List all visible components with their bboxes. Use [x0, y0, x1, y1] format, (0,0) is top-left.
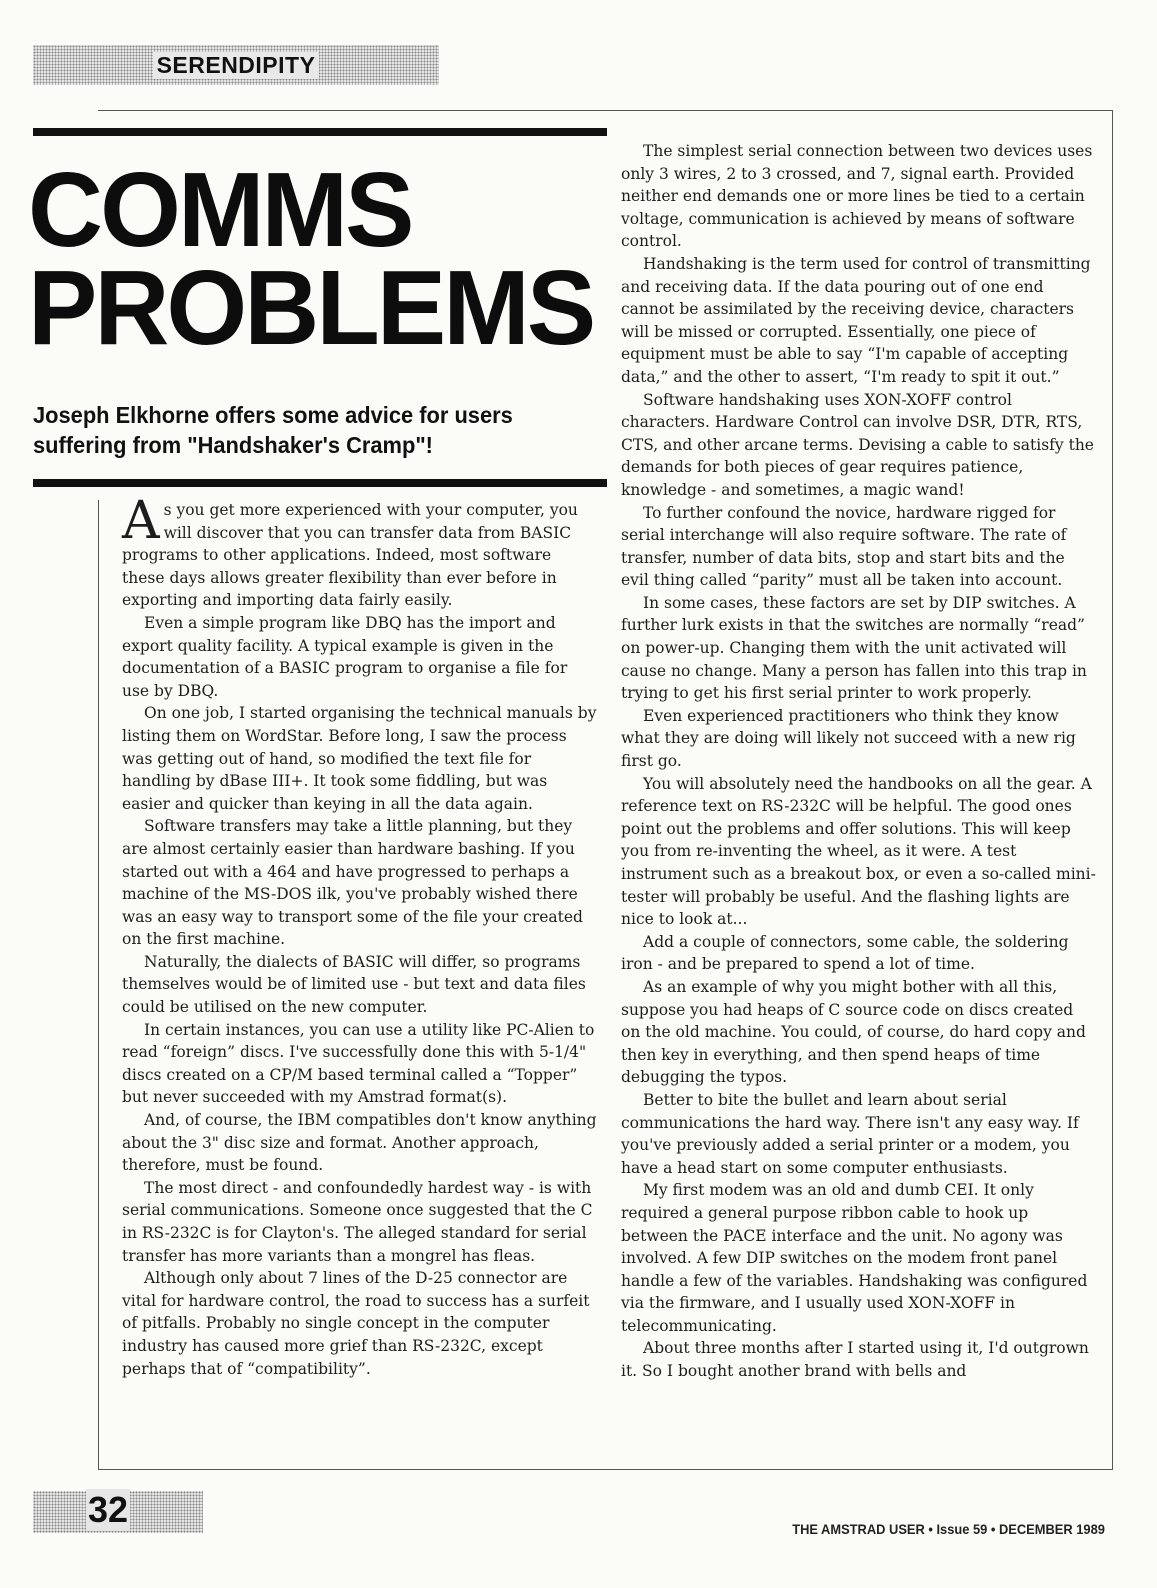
headline-bottom-rule [33, 479, 607, 487]
body-paragraph: In certain instances, you can use a utility like PC-Alien to read “foreign” discs. I've successfully done this with 5-1/4" discs created on a CP/M based terminal called a “Topper” but never succeeded with my Amstrad format(s). [122, 1020, 595, 1107]
body-paragraph: Although only about 7 lines of the D-25 connector are vital for hardware control, the road to success has a surfeit of pitfalls. Probably no single concept in the computer industry has caused more grief than RS-232C, except perhaps that of “compatibility”. [122, 1269, 590, 1378]
frame-left-line [98, 500, 99, 1470]
body-paragraph: Better to bite the bullet and learn about serial communications the hard way. There isn't any easy way. If you've previously added a serial printer or a modem, you have a head start on some computer enthusiasts. [621, 1090, 1079, 1177]
body-paragraph: And, of course, the IBM compatibles don't know anything about the 3" disc size and format. Another approach, therefore, must be found. [122, 1111, 597, 1175]
frame-right-line [1112, 110, 1113, 1470]
body-paragraph: Even a simple program like DBQ has the import and export quality facility. A typical example is given in the documentation of a BASIC program to organise a file for use by DBQ. [122, 613, 568, 700]
body-column-left [122, 491, 597, 1380]
frame-top-line [98, 110, 1113, 111]
body-paragraph: You will absolutely need the handbooks on all the gear. A reference text on RS-232C will be helpful. The good ones point out the problems and offer solutions. This will keep you from re-inventing the wheel, as it were. A test instrument such as a breakout box, or even a so-called mini-tester will probably be useful. And the flashing lights are nice to look at... [621, 774, 1096, 929]
body-paragraph: Naturally, the dialects of BASIC will differ, so programs themselves would be of limited use - but text and data files could be utilised on the new computer. [122, 952, 586, 1017]
page-number: 32 [88, 1489, 129, 1530]
body-paragraph: Add a couple of connectors, some cable, the soldering iron - and be prepared to spend a lot of time. [621, 932, 1069, 974]
body-paragraph: As you get more experienced with your computer, you will discover that you can transfer data from BASIC programs to other applications. Indeed, most software these days allows greater flexibility than ever before in exporting and importing data fairly easily. [122, 491, 578, 610]
headline-line-1: COMMS [28, 151, 412, 269]
article-headline [28, 151, 616, 367]
body-paragraph: About three months after I started using it, I'd outgrown it. So I bought another brand with bells and [621, 1339, 1089, 1381]
headline-line-2: PROBLEMS [28, 248, 594, 367]
body-paragraph: As an example of why you might bother with all this, suppose you had heaps of C source code on discs created on the old machine. You could, of course, do hard copy and then key in everything, and then spend heaps of time debugging the typos. [621, 977, 1086, 1087]
headline-top-rule [33, 128, 607, 136]
section-banner [33, 45, 439, 85]
section-label: SERENDIPITY [153, 52, 320, 79]
body-paragraph: The most direct - and confoundedly hardest way - is with serial communications. Someone once suggested that the C in RS-232C is for Clayton's. The alleged standard for serial transfer has more variants than a mongrel has fleas. [122, 1178, 593, 1265]
footer-publication: THE AMSTRAD USER • Issue 59 • DECEMBER 1989 [792, 1521, 1105, 1537]
body-paragraph: In some cases, these factors are set by DIP switches. A further lurk exists in that the switches are normally “read” on power-up. Changing them with the unit activated will cause no change. Many a person has fallen into this trap in trying to get his first serial printer to work properly. [621, 593, 1087, 703]
body-paragraph: To further confound the novice, hardware rigged for serial interchange will also require software. The rate of transfer, number of data bits, stop and start bits and the evil thing called “parity” must all be taken into account. [621, 503, 1067, 590]
body-paragraph: The simplest serial connection between two devices uses only 3 wires, 2 to 3 crossed, and 7, signal earth. Provided neither end demands one or more lines be tied to a certain voltage, communication is achieved by means of software control. [621, 142, 1093, 251]
body-paragraph: Handshaking is the term used for control of transmitting and receiving data. If the data pouring out of one end cannot be assimilated by the receiving device, characters will be missed or corrupted. Essentially, one piece of equipment must be able to say “I'm capable of accepting data,” and the other to assert, “I'm ready to spit it out.” [621, 254, 1091, 386]
drop-cap: A [122, 491, 160, 551]
body-paragraph: Even experienced practitioners who think they know what they are doing will likely not succeed with a new rig first go. [621, 706, 1076, 771]
frame-bottom-line [98, 1469, 1113, 1470]
body-paragraph: Software transfers may take a little planning, but they are almost certainly easier than hardware bashing. If you started out with a 464 and have progressed to perhaps a machine of the MS-DOS ilk, you've probably wished there was an easy way to transport some of the file your created on the first machine. [122, 817, 583, 949]
body-paragraph: On one job, I started organising the technical manuals by listing them on WordStar. Before long, I saw the process was getting out of hand, so modified the text file for handling by dBase III+. It took some fiddling, but was easier and quicker than keying in all the data again. [122, 704, 597, 813]
body-column-right [621, 140, 1096, 1383]
body-paragraph: Software handshaking uses XON-XOFF control characters. Hardware Control can involve DSR, DTR, RTS, CTS, and other arcane terms. Devising a cable to satisfy the demands for both pieces of gear requires patience, knowledge - and sometimes, a magic wand! [621, 390, 1094, 499]
article-standfirst: Joseph Elkhorne offers some advice for users suffering from "Handshaker's Cramp"! [33, 402, 513, 458]
body-paragraph: My first modem was an old and dumb CEI. It only required a general purpose ribbon cable to hook up between the PACE interface and the unit. No agony was involved. A few DIP switches on the modem front panel handle a few of the variables. Handshaking was configured via the firmware, and I usually used XON-XOFF in telecommunicating. [621, 1181, 1088, 1335]
